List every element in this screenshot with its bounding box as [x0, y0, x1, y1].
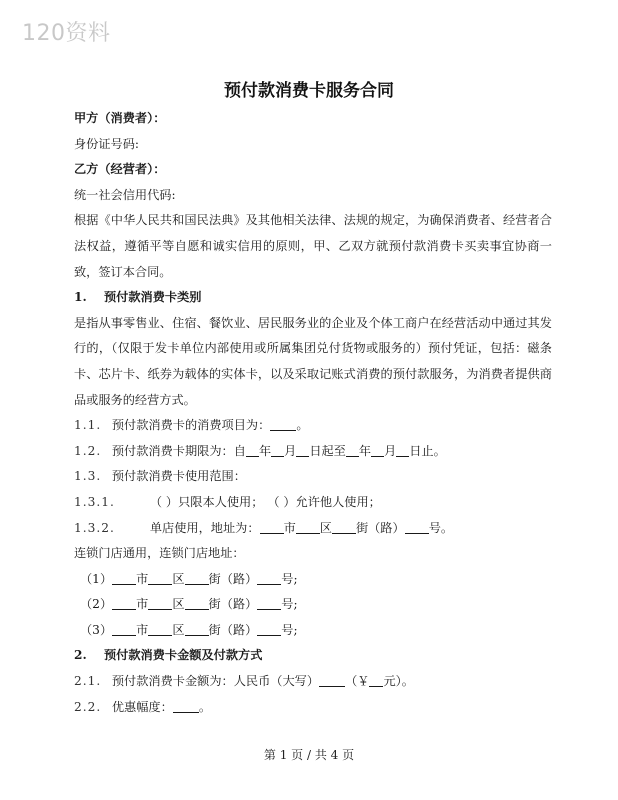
- item-2-1-number: 2.1.: [74, 674, 102, 689]
- chain-district-blank: [148, 623, 172, 636]
- end-year-blank: [346, 444, 359, 457]
- start-month-label: 月: [284, 443, 297, 458]
- document-title: 预付款消费卡服务合同: [224, 81, 394, 101]
- item-2-1-text: 预付款消费卡金额为：人民币（大写）: [111, 674, 320, 689]
- chain-street-label: 街（路）: [208, 597, 258, 612]
- chain-number-blank: [257, 597, 281, 610]
- item-1-3-1-number: 1.3.1.: [74, 494, 115, 509]
- chain-number-label: 号;: [281, 622, 298, 637]
- chain-street-label: 街（路）: [208, 571, 258, 586]
- section1-body: 是指从事零售业、住宿、餐饮业、居民服务业的企业及个体工商户在经营活动中通过其发行的，（仅限于发卡单位内部使用或所属集团兑付货物或服务的）预付凭证，包括：磁条卡、芯片卡、纸券为载体的实体卡，以及采取记账式消费的预付款服务，为消费者提供商品或服务的经营方式。: [74, 315, 552, 407]
- chain-city-label: 市: [136, 597, 149, 612]
- section1-title: 预付款消费卡类别: [104, 290, 202, 305]
- item-1-3-2: [74, 516, 552, 542]
- chain-district-label: 区: [172, 571, 185, 586]
- chain-city-blank: [112, 623, 136, 636]
- start-month-blank: [271, 444, 284, 457]
- item-1-2-text: 预付款消费卡期限为：自: [111, 443, 246, 458]
- amount-uppercase-blank: [319, 674, 345, 687]
- end-day-label: 日止。: [409, 443, 446, 458]
- option-self-only: （ ）只限本人使用；: [149, 494, 264, 509]
- item-1-1-number: 1.1.: [74, 418, 102, 433]
- single-store-district-blank: [296, 521, 320, 534]
- chain-street-blank: [185, 597, 209, 610]
- discount-blank: [173, 700, 199, 713]
- footer-total-pages: 4: [330, 748, 339, 762]
- single-store-district-label: 区: [319, 520, 332, 535]
- footer-suffix: 页: [342, 748, 355, 762]
- item-2-2-text: 优惠幅度：: [111, 699, 173, 714]
- item-1-2-number: 1.2.: [74, 443, 102, 458]
- party-a-label: 甲方（消费者）：: [74, 111, 166, 125]
- item-1-3-number: 1.3.: [74, 469, 102, 484]
- chain-number-label: 号;: [281, 571, 298, 586]
- item-2-2-number: 2.2.: [74, 699, 102, 714]
- chain-district-blank: [148, 572, 172, 585]
- document-body: [74, 106, 552, 720]
- single-store-city-label: 市: [283, 520, 296, 535]
- end-month-label: 月: [384, 443, 397, 458]
- chain-number-blank: [257, 623, 281, 636]
- chain-address-3: [74, 618, 552, 644]
- chain-address-2: [74, 592, 552, 618]
- chain-number-blank: [257, 572, 281, 585]
- amount-paren-close: 元）。: [383, 674, 414, 689]
- item-1-3: [74, 464, 552, 490]
- item-1-3-1: [74, 490, 552, 516]
- chain-city-label: 市: [136, 622, 149, 637]
- item-1-1: [74, 413, 552, 439]
- footer-prefix: 第: [263, 748, 276, 762]
- item-2-1: [74, 669, 552, 695]
- watermark: 120资料: [22, 21, 111, 46]
- item-1-2: [74, 439, 552, 465]
- chain-address-index: （3）: [80, 622, 113, 637]
- chain-address-1: [74, 567, 552, 593]
- start-year-label: 年: [258, 443, 272, 458]
- item-2-2: [74, 695, 552, 721]
- item-1-3-text: 预付款消费卡使用范围：: [111, 469, 246, 484]
- option-others-allowed: （ ）允许他人使用；: [267, 494, 381, 509]
- chain-address-index: （2）: [80, 597, 113, 612]
- chain-district-blank: [148, 597, 172, 610]
- chain-city-blank: [112, 572, 136, 585]
- chain-district-label: 区: [172, 597, 185, 612]
- section1-heading: [74, 285, 552, 311]
- start-day-label: 日起至: [309, 443, 346, 458]
- chain-street-label: 街（路）: [208, 622, 258, 637]
- chain-number-label: 号;: [281, 597, 298, 612]
- section2-title: 预付款消费卡金额及付款方式: [104, 648, 263, 663]
- amount-paren-open: （￥: [345, 674, 370, 689]
- chain-street-blank: [185, 572, 209, 585]
- item-1-1-text: 预付款消费卡的消费项目为：: [111, 418, 271, 433]
- item-1-3-2-text: 单店使用，地址为：: [149, 520, 260, 535]
- end-month-blank: [371, 444, 384, 457]
- single-store-street-blank: [332, 521, 356, 534]
- start-year-blank: [246, 444, 259, 457]
- chain-store-label: 连锁门店通用，连锁门店地址：: [74, 546, 245, 561]
- section2-number: 2.: [74, 648, 87, 663]
- chain-address-index: （1）: [80, 571, 113, 586]
- page-footer: [0, 746, 618, 763]
- chain-street-blank: [185, 623, 209, 636]
- section1-number: 1.: [74, 290, 87, 305]
- single-store-number-label: 号。: [428, 520, 454, 535]
- intro-paragraph: 根据《中华人民共和国民法典》及其他相关法律、法规的规定，为确保消费者、经营者合法权益，遵循平等自愿和诚实信用的原则，甲、乙双方就预付款消费卡买卖事宜协商一致，签订本合同。: [74, 213, 552, 279]
- chain-district-label: 区: [172, 622, 185, 637]
- consumption-item-blank: [270, 418, 296, 431]
- party-b-credit-label: 统一社会信用代码:: [74, 187, 176, 202]
- footer-page-number: 1: [279, 748, 288, 762]
- party-b-label: 乙方（经营者）：: [74, 162, 166, 177]
- single-store-number-blank: [405, 521, 429, 534]
- item-1-3-2-number: 1.3.2.: [74, 520, 115, 535]
- chain-city-label: 市: [136, 571, 149, 586]
- footer-mid: 页 / 共: [291, 748, 327, 762]
- single-store-street-label: 街（路）: [355, 520, 405, 535]
- single-store-city-blank: [260, 521, 284, 534]
- item-1-1-end: 。: [296, 418, 309, 433]
- chain-city-blank: [112, 597, 136, 610]
- end-day-blank: [396, 444, 409, 457]
- item-2-2-end: 。: [198, 699, 211, 714]
- amount-number-blank: [369, 674, 383, 687]
- start-day-blank: [296, 444, 309, 457]
- end-year-label: 年: [358, 443, 372, 458]
- party-a-id-label: 身份证号码:: [74, 136, 140, 151]
- section2-heading: [74, 643, 552, 669]
